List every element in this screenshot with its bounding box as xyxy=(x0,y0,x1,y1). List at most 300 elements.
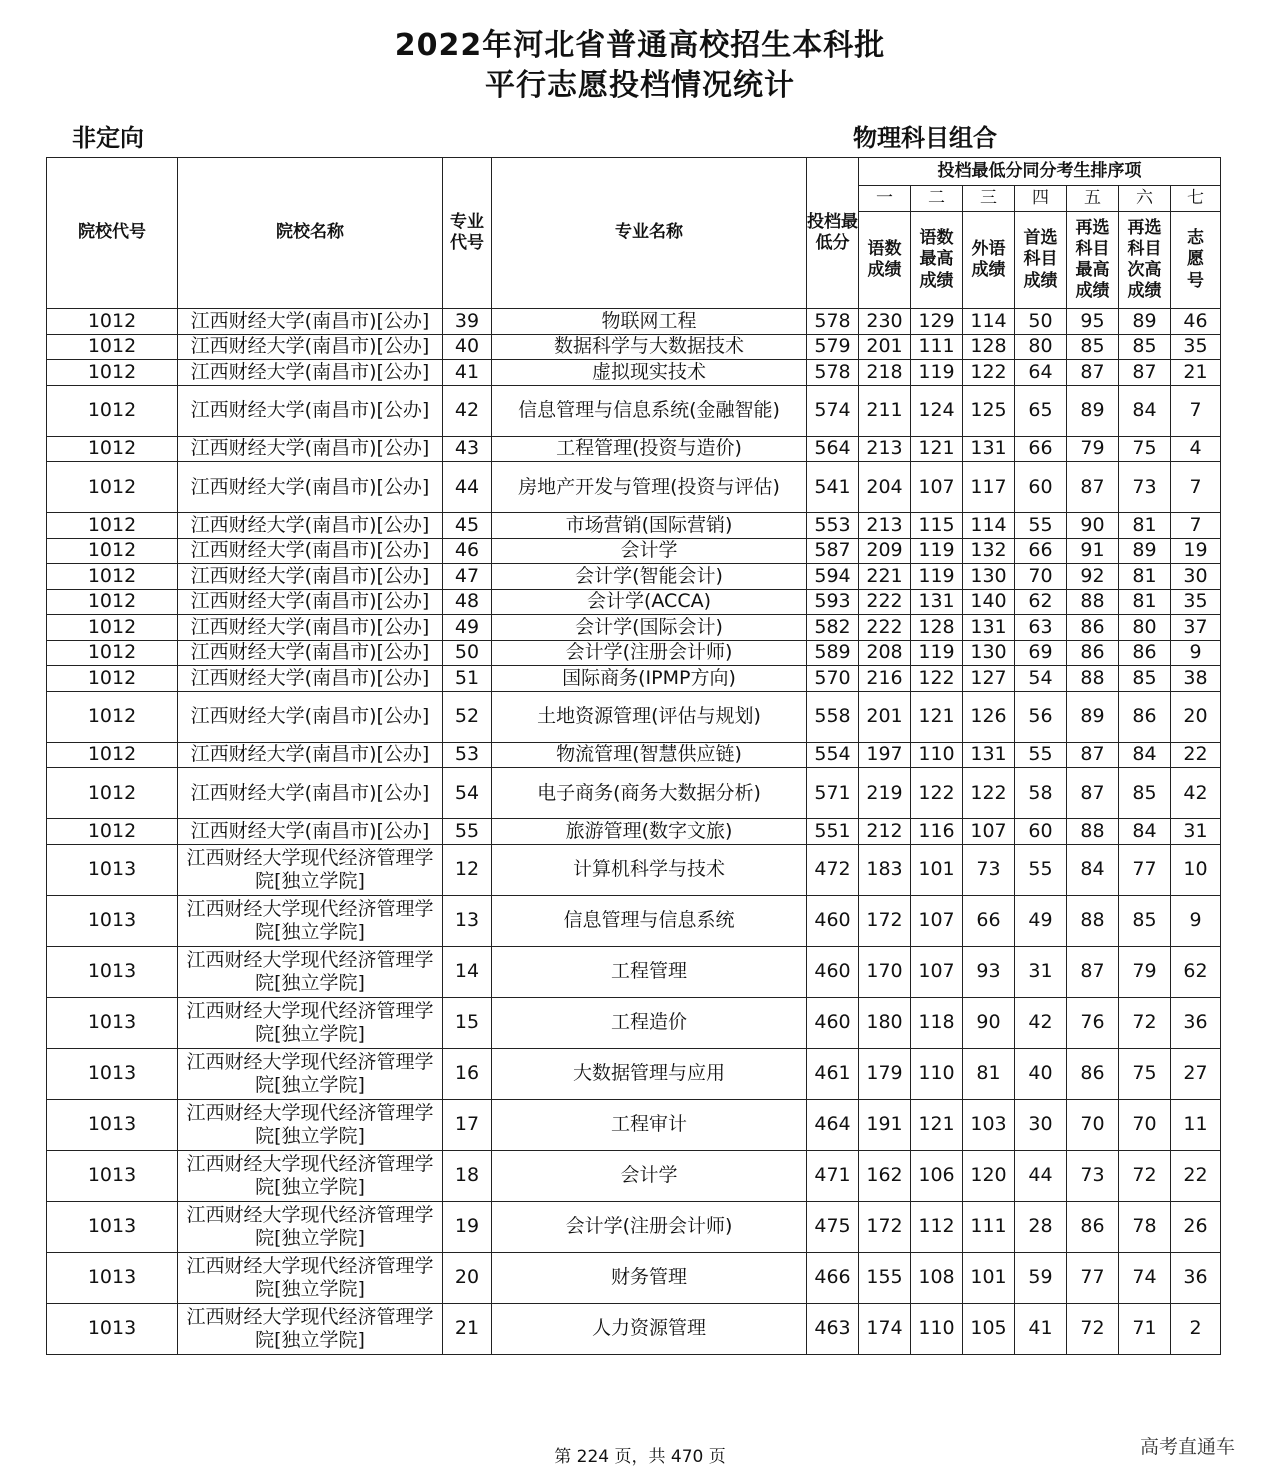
table-cell: 172 xyxy=(859,1201,911,1252)
table-cell: 63 xyxy=(1015,615,1067,641)
table-cell: 41 xyxy=(443,360,492,386)
table-cell: 89 xyxy=(1119,538,1171,564)
header-rank-5: 五 xyxy=(1067,186,1119,212)
table-cell: 216 xyxy=(859,666,911,692)
table-cell: 72 xyxy=(1119,997,1171,1048)
table-cell: 13 xyxy=(443,895,492,946)
table-cell: 1012 xyxy=(47,538,178,564)
table-cell: 114 xyxy=(963,513,1015,539)
table-cell: 213 xyxy=(859,513,911,539)
table-cell: 89 xyxy=(1067,691,1119,742)
table-cell: 74 xyxy=(1119,1252,1171,1303)
table-cell: 44 xyxy=(1015,1150,1067,1201)
table-cell: 130 xyxy=(963,564,1015,590)
table-cell: 77 xyxy=(1067,1252,1119,1303)
table-cell: 121 xyxy=(911,436,963,462)
table-cell: 江西财经大学现代经济管理学院[独立学院] xyxy=(178,844,443,895)
table-cell: 90 xyxy=(1067,513,1119,539)
table-cell: 95 xyxy=(1067,309,1119,335)
table-cell: 65 xyxy=(1015,385,1067,436)
table-cell: 1013 xyxy=(47,946,178,997)
table-cell: 197 xyxy=(859,742,911,768)
table-cell: 127 xyxy=(963,666,1015,692)
table-cell: 574 xyxy=(807,385,859,436)
table-cell: 4 xyxy=(1171,436,1221,462)
table-cell: 589 xyxy=(807,640,859,666)
table-cell: 10 xyxy=(1171,844,1221,895)
table-cell: 37 xyxy=(1171,615,1221,641)
table-cell: 江西财经大学现代经济管理学院[独立学院] xyxy=(178,1150,443,1201)
table-cell: 江西财经大学(南昌市)[公办] xyxy=(178,513,443,539)
table-row xyxy=(47,462,1221,513)
table-cell: 110 xyxy=(911,1303,963,1354)
table-cell: 475 xyxy=(807,1201,859,1252)
table-cell: 553 xyxy=(807,513,859,539)
table-cell: 会计学 xyxy=(492,538,807,564)
table-cell: 31 xyxy=(1171,819,1221,845)
table-cell: 88 xyxy=(1067,895,1119,946)
table-cell: 42 xyxy=(1015,997,1067,1048)
table-cell: 114 xyxy=(963,309,1015,335)
table-cell: 466 xyxy=(807,1252,859,1303)
header-rank-item-1: 语数成绩 xyxy=(859,212,911,309)
table-cell: 江西财经大学现代经济管理学院[独立学院] xyxy=(178,895,443,946)
table-cell: 1012 xyxy=(47,513,178,539)
table-cell: 86 xyxy=(1067,1201,1119,1252)
table-cell: 119 xyxy=(911,360,963,386)
table-cell: 15 xyxy=(443,997,492,1048)
table-cell: 213 xyxy=(859,436,911,462)
table-cell: 64 xyxy=(1015,360,1067,386)
table-row xyxy=(47,997,1221,1048)
table-row xyxy=(47,564,1221,590)
table-cell: 204 xyxy=(859,462,911,513)
table-cell: 60 xyxy=(1015,462,1067,513)
table-cell: 41 xyxy=(1015,1303,1067,1354)
table-cell: 93 xyxy=(963,946,1015,997)
table-row xyxy=(47,819,1221,845)
table-cell: 85 xyxy=(1119,768,1171,819)
table-cell: 1012 xyxy=(47,742,178,768)
table-cell: 17 xyxy=(443,1099,492,1150)
table-cell: 35 xyxy=(1171,589,1221,615)
table-cell: 122 xyxy=(963,768,1015,819)
table-cell: 53 xyxy=(443,742,492,768)
table-cell: 虚拟现实技术 xyxy=(492,360,807,386)
table-cell: 131 xyxy=(963,615,1015,641)
table-cell: 92 xyxy=(1067,564,1119,590)
table-cell: 218 xyxy=(859,360,911,386)
table-cell: 工程审计 xyxy=(492,1099,807,1150)
table-cell: 179 xyxy=(859,1048,911,1099)
table-cell: 江西财经大学(南昌市)[公办] xyxy=(178,640,443,666)
table-cell: 江西财经大学(南昌市)[公办] xyxy=(178,538,443,564)
header-major-name: 专业名称 xyxy=(492,158,807,309)
table-cell: 80 xyxy=(1015,334,1067,360)
table-cell: 28 xyxy=(1015,1201,1067,1252)
table-cell: 70 xyxy=(1015,564,1067,590)
table-cell: 86 xyxy=(1119,691,1171,742)
table-cell: 会计学(国际会计) xyxy=(492,615,807,641)
table-row xyxy=(47,1252,1221,1303)
table-cell: 40 xyxy=(1015,1048,1067,1099)
header-rank-2: 二 xyxy=(911,186,963,212)
table-cell: 88 xyxy=(1067,666,1119,692)
table-row xyxy=(47,666,1221,692)
table-cell: 1013 xyxy=(47,1303,178,1354)
table-cell: 209 xyxy=(859,538,911,564)
table-cell: 117 xyxy=(963,462,1015,513)
table-cell: 571 xyxy=(807,768,859,819)
table-cell: 江西财经大学(南昌市)[公办] xyxy=(178,385,443,436)
table-cell: 计算机科学与技术 xyxy=(492,844,807,895)
table-cell: 48 xyxy=(443,589,492,615)
table-cell: 国际商务(IPMP方向) xyxy=(492,666,807,692)
table-cell: 46 xyxy=(1171,309,1221,335)
table-row xyxy=(47,436,1221,462)
table-cell: 110 xyxy=(911,742,963,768)
table-cell: 21 xyxy=(1171,360,1221,386)
table-cell: 46 xyxy=(443,538,492,564)
table-cell: 18 xyxy=(443,1150,492,1201)
table-cell: 54 xyxy=(443,768,492,819)
header-rank-item-3: 外语成绩 xyxy=(963,212,1015,309)
table-cell: 582 xyxy=(807,615,859,641)
table-cell: 62 xyxy=(1015,589,1067,615)
table-cell: 旅游管理(数字文旅) xyxy=(492,819,807,845)
header-rank-4: 四 xyxy=(1015,186,1067,212)
table-cell: 131 xyxy=(911,589,963,615)
table-row xyxy=(47,640,1221,666)
table-cell: 463 xyxy=(807,1303,859,1354)
table-cell: 9 xyxy=(1171,895,1221,946)
table-cell: 85 xyxy=(1067,334,1119,360)
table-cell: 79 xyxy=(1067,436,1119,462)
table-cell: 1012 xyxy=(47,564,178,590)
table-cell: 30 xyxy=(1171,564,1221,590)
table-row xyxy=(47,513,1221,539)
table-cell: 91 xyxy=(1067,538,1119,564)
table-cell: 55 xyxy=(443,819,492,845)
table-cell: 人力资源管理 xyxy=(492,1303,807,1354)
table-cell: 118 xyxy=(911,997,963,1048)
table-cell: 1012 xyxy=(47,436,178,462)
table-cell: 461 xyxy=(807,1048,859,1099)
watermark: 高考直通车 xyxy=(1140,1436,1236,1458)
table-cell: 174 xyxy=(859,1303,911,1354)
table-cell: 江西财经大学现代经济管理学院[独立学院] xyxy=(178,1303,443,1354)
table-row xyxy=(47,538,1221,564)
table-cell: 87 xyxy=(1067,742,1119,768)
table-cell: 460 xyxy=(807,997,859,1048)
page-subtitle: 平行志愿投档情况统计 xyxy=(485,68,795,103)
table-cell: 50 xyxy=(443,640,492,666)
table-cell: 76 xyxy=(1067,997,1119,1048)
table-cell: 132 xyxy=(963,538,1015,564)
table-cell: 江西财经大学(南昌市)[公办] xyxy=(178,819,443,845)
table-cell: 会计学(注册会计师) xyxy=(492,1201,807,1252)
table-cell: 江西财经大学现代经济管理学院[独立学院] xyxy=(178,1099,443,1150)
table-cell: 30 xyxy=(1015,1099,1067,1150)
header-min-score: 投档最低分 xyxy=(807,158,859,309)
table-cell: 125 xyxy=(963,385,1015,436)
table-cell: 551 xyxy=(807,819,859,845)
table-cell: 212 xyxy=(859,819,911,845)
table-cell: 60 xyxy=(1015,819,1067,845)
table-cell: 105 xyxy=(963,1303,1015,1354)
table-cell: 111 xyxy=(963,1201,1015,1252)
table-cell: 587 xyxy=(807,538,859,564)
table-cell: 江西财经大学(南昌市)[公办] xyxy=(178,768,443,819)
table-cell: 124 xyxy=(911,385,963,436)
table-cell: 108 xyxy=(911,1252,963,1303)
table-cell: 16 xyxy=(443,1048,492,1099)
table-cell: 工程管理 xyxy=(492,946,807,997)
table-cell: 会计学(ACCA) xyxy=(492,589,807,615)
table-cell: 1012 xyxy=(47,768,178,819)
table-cell: 554 xyxy=(807,742,859,768)
table-cell: 81 xyxy=(1119,589,1171,615)
table-cell: 106 xyxy=(911,1150,963,1201)
table-cell: 7 xyxy=(1171,462,1221,513)
table-cell: 1013 xyxy=(47,1201,178,1252)
table-cell: 155 xyxy=(859,1252,911,1303)
table-cell: 52 xyxy=(443,691,492,742)
table-row xyxy=(47,385,1221,436)
page-footer: 第 224 页，共 470 页 xyxy=(554,1447,726,1467)
table-cell: 211 xyxy=(859,385,911,436)
table-cell: 79 xyxy=(1119,946,1171,997)
table-cell: 江西财经大学现代经济管理学院[独立学院] xyxy=(178,1201,443,1252)
header-rank-7: 七 xyxy=(1171,186,1221,212)
table-cell: 570 xyxy=(807,666,859,692)
table-cell: 27 xyxy=(1171,1048,1221,1099)
table-cell: 119 xyxy=(911,538,963,564)
table-cell: 31 xyxy=(1015,946,1067,997)
table-cell: 86 xyxy=(1067,640,1119,666)
table-cell: 1012 xyxy=(47,819,178,845)
table-row xyxy=(47,742,1221,768)
table-cell: 2 xyxy=(1171,1303,1221,1354)
table-cell: 43 xyxy=(443,436,492,462)
table-cell: 81 xyxy=(963,1048,1015,1099)
table-cell: 77 xyxy=(1119,844,1171,895)
table-cell: 江西财经大学(南昌市)[公办] xyxy=(178,589,443,615)
table-cell: 工程造价 xyxy=(492,997,807,1048)
table-row xyxy=(47,615,1221,641)
table-cell: 14 xyxy=(443,946,492,997)
table-cell: 1012 xyxy=(47,666,178,692)
table-cell: 55 xyxy=(1015,844,1067,895)
table-cell: 471 xyxy=(807,1150,859,1201)
table-cell: 558 xyxy=(807,691,859,742)
table-cell: 122 xyxy=(911,666,963,692)
table-cell: 1012 xyxy=(47,589,178,615)
table-cell: 35 xyxy=(1171,334,1221,360)
table-cell: 541 xyxy=(807,462,859,513)
table-cell: 107 xyxy=(911,895,963,946)
header-rank-item-4: 首选科目成绩 xyxy=(1015,212,1067,309)
table-cell: 460 xyxy=(807,946,859,997)
table-cell: 111 xyxy=(911,334,963,360)
table-cell: 21 xyxy=(443,1303,492,1354)
table-cell: 江西财经大学(南昌市)[公办] xyxy=(178,360,443,386)
table-cell: 江西财经大学现代经济管理学院[独立学院] xyxy=(178,1252,443,1303)
table-cell: 85 xyxy=(1119,334,1171,360)
table-cell: 472 xyxy=(807,844,859,895)
table-cell: 物联网工程 xyxy=(492,309,807,335)
table-cell: 1013 xyxy=(47,844,178,895)
table-cell: 84 xyxy=(1119,819,1171,845)
table-cell: 87 xyxy=(1067,462,1119,513)
table-cell: 201 xyxy=(859,691,911,742)
header-rank-item-6: 再选科目次高成绩 xyxy=(1119,212,1171,309)
table-cell: 土地资源管理(评估与规划) xyxy=(492,691,807,742)
table-cell: 7 xyxy=(1171,385,1221,436)
table-row xyxy=(47,946,1221,997)
table-cell: 120 xyxy=(963,1150,1015,1201)
table-cell: 208 xyxy=(859,640,911,666)
table-cell: 172 xyxy=(859,895,911,946)
table-cell: 62 xyxy=(1171,946,1221,997)
table-cell: 70 xyxy=(1067,1099,1119,1150)
table-cell: 大数据管理与应用 xyxy=(492,1048,807,1099)
table-cell: 464 xyxy=(807,1099,859,1150)
table-row xyxy=(47,360,1221,386)
table-cell: 75 xyxy=(1119,436,1171,462)
table-cell: 物流管理(智慧供应链) xyxy=(492,742,807,768)
table-cell: 54 xyxy=(1015,666,1067,692)
table-cell: 1012 xyxy=(47,691,178,742)
page-title: 2022年河北省普通高校招生本科批 xyxy=(394,28,886,63)
table-cell: 江西财经大学(南昌市)[公办] xyxy=(178,615,443,641)
table-cell: 1012 xyxy=(47,334,178,360)
header-school-name: 院校名称 xyxy=(178,158,443,309)
table-cell: 数据科学与大数据技术 xyxy=(492,334,807,360)
header-rank-item-7: 志愿号 xyxy=(1171,212,1221,309)
table-cell: 49 xyxy=(443,615,492,641)
table-cell: 66 xyxy=(1015,436,1067,462)
subject-group-label: 物理科目组合 xyxy=(853,124,997,152)
table-row xyxy=(47,1099,1221,1150)
table-cell: 126 xyxy=(963,691,1015,742)
table-cell: 江西财经大学(南昌市)[公办] xyxy=(178,666,443,692)
table-cell: 1013 xyxy=(47,1048,178,1099)
table-cell: 39 xyxy=(443,309,492,335)
table-cell: 87 xyxy=(1067,360,1119,386)
table-cell: 信息管理与信息系统 xyxy=(492,895,807,946)
table-cell: 56 xyxy=(1015,691,1067,742)
table-row xyxy=(47,1048,1221,1099)
table-row xyxy=(47,334,1221,360)
table-cell: 119 xyxy=(911,640,963,666)
table-row xyxy=(47,1150,1221,1201)
table-cell: 87 xyxy=(1119,360,1171,386)
table-cell: 81 xyxy=(1119,513,1171,539)
table-cell: 140 xyxy=(963,589,1015,615)
table-cell: 42 xyxy=(1171,768,1221,819)
table-cell: 江西财经大学现代经济管理学院[独立学院] xyxy=(178,946,443,997)
table-cell: 55 xyxy=(1015,513,1067,539)
table-cell: 201 xyxy=(859,334,911,360)
table-cell: 86 xyxy=(1067,1048,1119,1099)
table-cell: 122 xyxy=(963,360,1015,386)
table-row xyxy=(47,309,1221,335)
table-cell: 112 xyxy=(911,1201,963,1252)
table-cell: 69 xyxy=(1015,640,1067,666)
table-cell: 88 xyxy=(1067,819,1119,845)
admission-table xyxy=(46,157,1221,1355)
table-cell: 101 xyxy=(963,1252,1015,1303)
table-cell: 江西财经大学(南昌市)[公办] xyxy=(178,309,443,335)
table-cell: 578 xyxy=(807,309,859,335)
table-cell: 47 xyxy=(443,564,492,590)
table-cell: 36 xyxy=(1171,997,1221,1048)
table-cell: 131 xyxy=(963,742,1015,768)
table-cell: 江西财经大学(南昌市)[公办] xyxy=(178,564,443,590)
table-cell: 会计学 xyxy=(492,1150,807,1201)
table-cell: 86 xyxy=(1067,615,1119,641)
table-cell: 40 xyxy=(443,334,492,360)
table-cell: 38 xyxy=(1171,666,1221,692)
table-cell: 江西财经大学(南昌市)[公办] xyxy=(178,691,443,742)
table-row xyxy=(47,1303,1221,1354)
table-cell: 20 xyxy=(1171,691,1221,742)
table-cell: 1012 xyxy=(47,462,178,513)
table-cell: 121 xyxy=(911,691,963,742)
table-cell: 1013 xyxy=(47,1252,178,1303)
table-cell: 1013 xyxy=(47,1099,178,1150)
table-row xyxy=(47,691,1221,742)
table-cell: 1012 xyxy=(47,385,178,436)
table-cell: 19 xyxy=(443,1201,492,1252)
table-row xyxy=(47,768,1221,819)
table-cell: 会计学(智能会计) xyxy=(492,564,807,590)
table-cell: 116 xyxy=(911,819,963,845)
table-cell: 222 xyxy=(859,615,911,641)
table-cell: 103 xyxy=(963,1099,1015,1150)
table-cell: 66 xyxy=(963,895,1015,946)
table-cell: 87 xyxy=(1067,946,1119,997)
table-cell: 1012 xyxy=(47,640,178,666)
table-cell: 110 xyxy=(911,1048,963,1099)
table-cell: 7 xyxy=(1171,513,1221,539)
table-cell: 1013 xyxy=(47,895,178,946)
table-cell: 191 xyxy=(859,1099,911,1150)
table-cell: 183 xyxy=(859,844,911,895)
table-cell: 594 xyxy=(807,564,859,590)
table-cell: 59 xyxy=(1015,1252,1067,1303)
table-cell: 电子商务(商务大数据分析) xyxy=(492,768,807,819)
table-cell: 460 xyxy=(807,895,859,946)
table-cell: 22 xyxy=(1171,1150,1221,1201)
table-cell: 70 xyxy=(1119,1099,1171,1150)
table-cell: 90 xyxy=(963,997,1015,1048)
table-cell: 75 xyxy=(1119,1048,1171,1099)
table-cell: 121 xyxy=(911,1099,963,1150)
table-cell: 房地产开发与管理(投资与评估) xyxy=(492,462,807,513)
table-cell: 55 xyxy=(1015,742,1067,768)
table-cell: 180 xyxy=(859,997,911,1048)
table-row xyxy=(47,895,1221,946)
header-rank-6: 六 xyxy=(1119,186,1171,212)
table-cell: 81 xyxy=(1119,564,1171,590)
table-cell: 江西财经大学(南昌市)[公办] xyxy=(178,334,443,360)
table-cell: 44 xyxy=(443,462,492,513)
table-cell: 19 xyxy=(1171,538,1221,564)
table-cell: 51 xyxy=(443,666,492,692)
table-cell: 130 xyxy=(963,640,1015,666)
